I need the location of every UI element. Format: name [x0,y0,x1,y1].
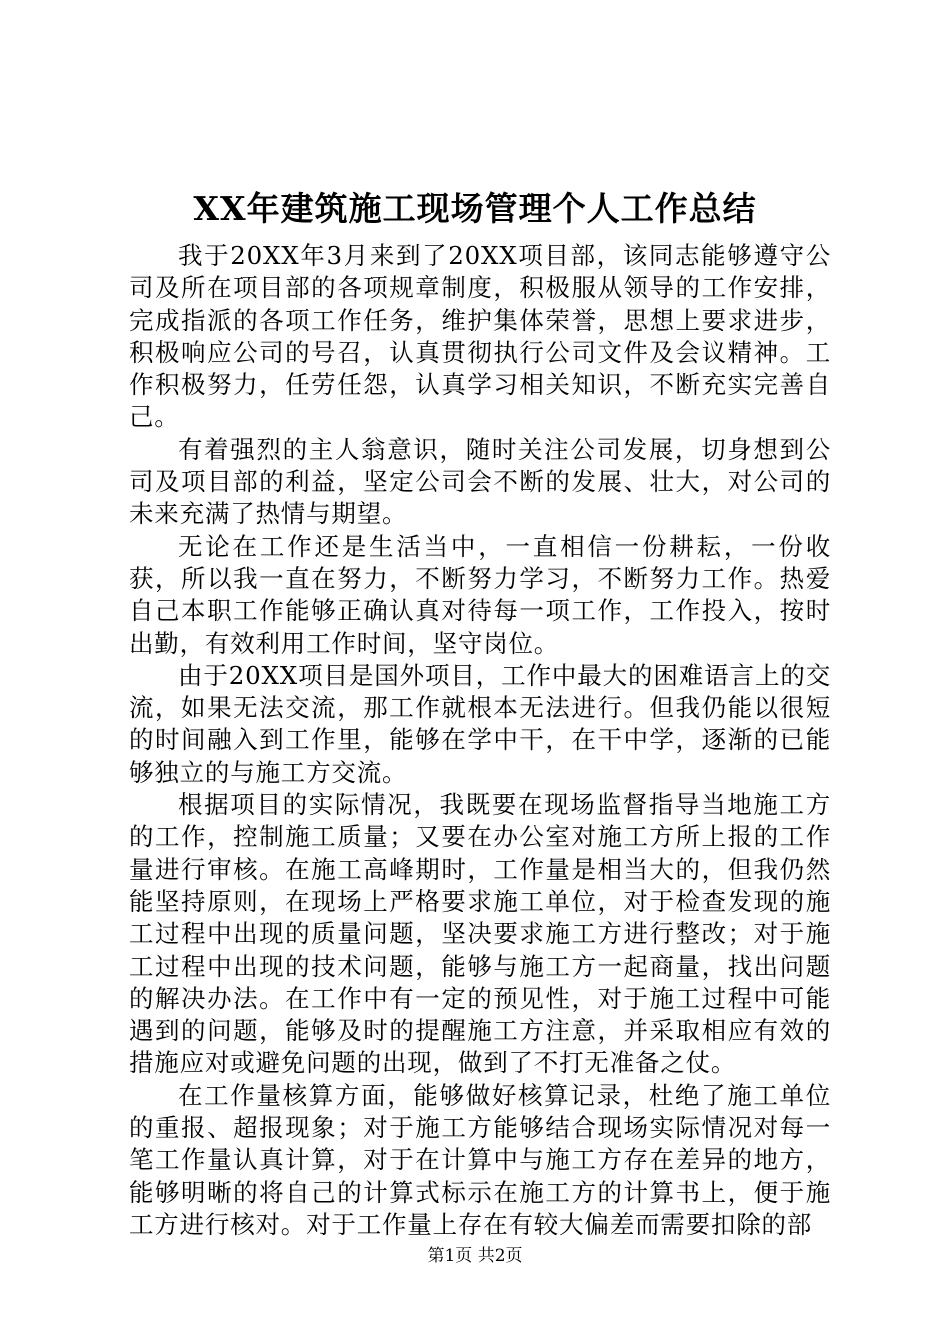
document-title: XX年建筑施工现场管理个人工作总结 [193,189,757,228]
paragraph-3: 无论在工作还是生活当中，一直相信一份耕耘，一份收获，所以我一直在努力，不断努力学习，不断努力工作。热爱自己本职工作能够正确认真对待每一项工作，工作投入，按时出勤，有效利用工作时间，坚守岗位。 [129,531,831,658]
paragraph-4: 由于20XX项目是国外项目，工作中最大的困难语言上的交流，如果无法交流，那工作就根本无法进行。但我仍能以很短的时间融入到工作里，能够在学中干，在干中学，逐渐的已能够独立的与施工方交流。 [129,660,832,787]
paragraph-5: 根据项目的实际情况，我既要在现场监督指导当地施工方的工作，控制施工质量；又要在办公室对施工方所上报的工作量进行审核。在施工高峰期时，工作量是相当大的，但我仍然能坚持原则，在现场上严格要求施工单位，对于检查发现的施工过程中出现的质量问题，坚决要求施工方进行整改；对于施工过程中出现的技术问题，能够与施工方一起商量，找出问题的解决办法。在工作中有一定的预见性，对于施工过程中可能遇到的问题，能够及时的提醒施工方注意，并采取相应有效的措施应对或避免问题的出现，做到了不打无准备之仗。 [129,790,831,1078]
document-body [129,240,831,1241]
paragraph-2: 有着强烈的主人翁意识，随时关注公司发展，切身想到公司及项目部的利益，坚定公司会不断的发展、壮大，对公司的未来充满了热情与期望。 [129,434,831,529]
paragraph-6: 在工作量核算方面，能够做好核算记录，杜绝了施工单位的重报、超报现象；对于施工方能够结合现场实际情况对每一笔工作量认真计算，对于在计算中与施工方存在差异的地方，能够明晰的将自己的计算式标示在施工方的计算书上，便于施工方进行核对。对于工作量上存在有较大偏差而需要扣除的部 [129,1080,831,1239]
page-footer: 第1页 共2页 [427,1246,523,1266]
paragraph-1: 我于20XX年3月来到了20XX项目部，该同志能够遵守公司及所在项目部的各项规章制度，积极服从领导的工作安排，完成指派的各项工作任务，维护集体荣誉，思想上要求进步，积极响应公司的号召，认真贯彻执行公司文件及会议精神。工作积极努力，任劳任怨，认真学习相关知识，不断充实完善自己。 [129,241,831,432]
